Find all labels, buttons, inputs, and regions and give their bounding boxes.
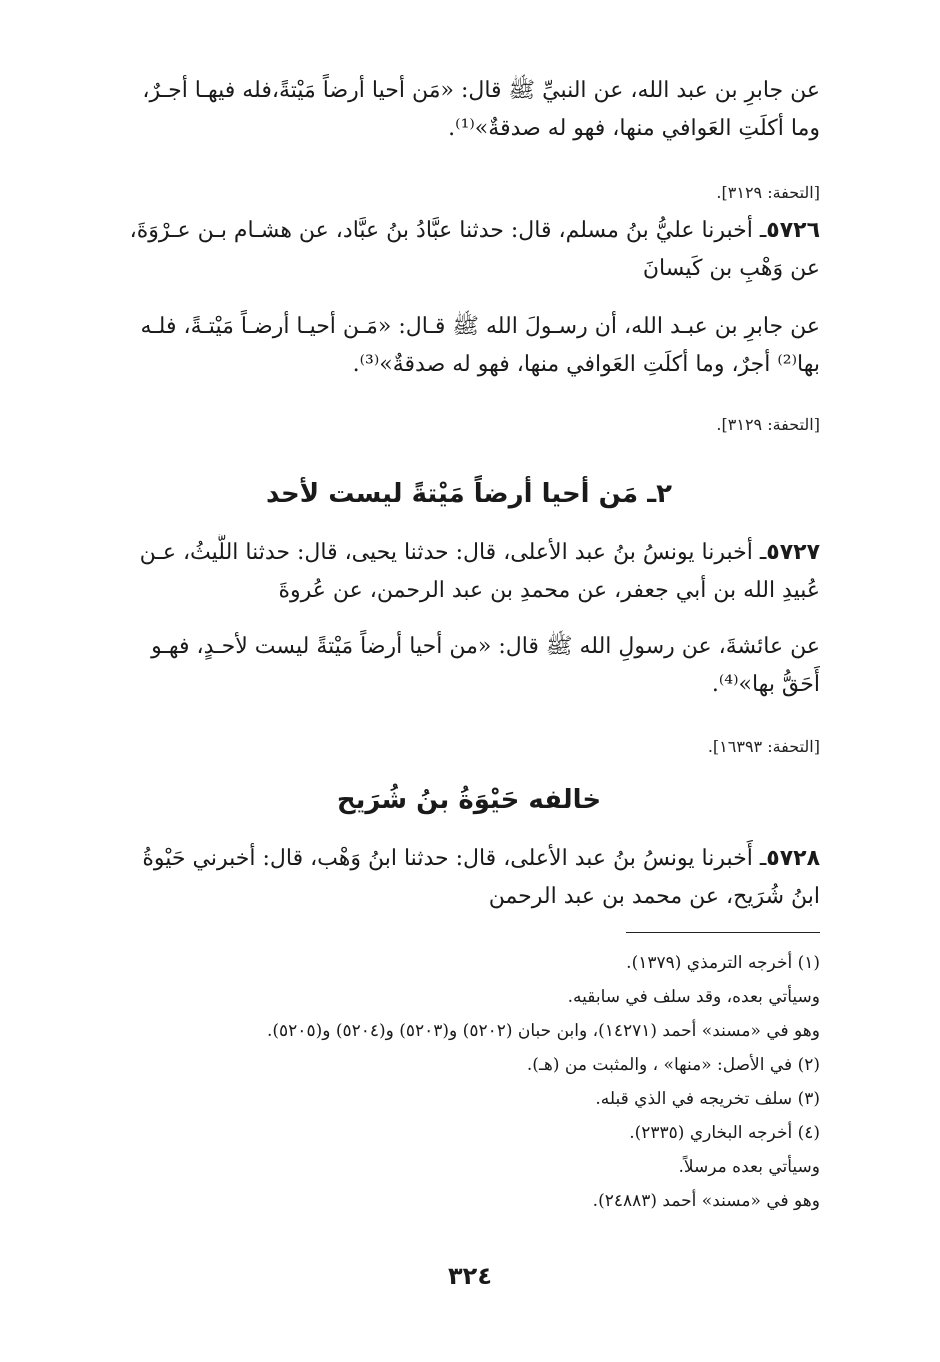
hadith-number: ٥٧٢٧: [766, 540, 820, 565]
hadith-number: ٥٧٢٨: [766, 846, 820, 871]
hadith-5727: [118, 534, 820, 610]
hadith-text-3: [118, 628, 820, 704]
footnote-line: (٣) سلف تخريجه في الذي قبله.: [595, 1089, 820, 1109]
footnote-line: وهو في «مسند» أحمد (٢٤٨٨٣).: [592, 1191, 820, 1211]
footnote-line: وسيأتي بعده مرسلاً.: [678, 1157, 820, 1177]
text-line: عن عائشةَ، عن رسولِ الله ﷺ قال: «من أحيا أرضاً مَيْتةً ليست لأحـدٍ، فهـو: [151, 634, 820, 659]
footnote-divider: [626, 932, 820, 933]
footnote-line: وسيأتي بعده، وقد سلف في سابقيه.: [567, 987, 820, 1007]
text-line: وما أكلَتِ العَوافي منها، فهو له صدقةٌ»⁽¹⁾.: [448, 116, 820, 141]
text-line: عُبيدِ الله بن أبي جعفر، عن محمدِ بن عبد الرحمن، عن عُروةَ: [278, 578, 820, 603]
hadith-text-2: [118, 308, 820, 384]
text-span: ـ أخبرنا يونسُ بنُ عبد الأعلى، قال: حدثنا يحيى، قال: حدثنا اللَّيثُ، عـن: [139, 540, 767, 565]
text-line: [118, 212, 820, 250]
text-line: عن وَهْبِ بن كَيسانَ: [642, 256, 820, 281]
text-line: عن جابرِ بن عبـد الله، أن رسـولَ الله ﷺ قـال: «مَـن أحيـا أرضـاً مَيْتـةً، فلـه: [140, 314, 820, 339]
footnote-line: وهو في «مسند» أحمد (١٤٢٧١)، وابن حبان (٥٢٠٢) و(٥٢٠٣) و(٥٢٠٤) و(٥٢٠٥).: [267, 1021, 820, 1041]
text-span: ـ أَخبرنا يونسُ بنُ عبد الأعلى، قال: حدثنا ابنُ وَهْب، قال: أخبرني حَيْوةُ: [142, 846, 767, 871]
text-line: عن جابرِ بن عبد الله، عن النبيِّ ﷺ قال: «مَن أحيا أرضاً مَيْتةً،فله فيهـا أجـرٌ،: [142, 78, 820, 103]
tuhfa-reference: [التحفة: ١٦٣٩٣].: [707, 737, 820, 756]
text-line: ابنُ شُرَيح، عن محمد بن عبد الرحمن: [488, 884, 820, 909]
footnote-line: (١) أخرجه الترمذي (١٣٧٩).: [626, 953, 820, 973]
section-heading: خالفه حَيْوَةُ بنُ شُرَيح: [336, 785, 602, 815]
tuhfa-reference: [التحفة: ٣١٢٩].: [716, 415, 820, 434]
footnotes: [118, 946, 820, 1218]
text-line: [118, 840, 820, 878]
tuhfa-reference: [التحفة: ٣١٢٩].: [716, 183, 820, 202]
page-number: ٣٢٤: [448, 1262, 492, 1290]
hadith-text-1: [118, 72, 820, 148]
hadith-5728: [118, 840, 820, 916]
text-line: بها⁽²⁾ أجرٌ، وما أكلَتِ العَوافي منها، فهو له صدقةٌ»⁽³⁾.: [352, 352, 820, 377]
text-line: [118, 534, 820, 572]
footnote-line: (٢) في الأصل: «منها» ، والمثبت من (هـ).: [526, 1055, 820, 1075]
hadith-5726: [118, 212, 820, 288]
text-line: أَحَقُّ بها»⁽⁴⁾.: [711, 672, 820, 697]
chapter-heading: ٢ـ مَن أحيا أرضاً مَيْتةً ليست لأحد: [266, 479, 672, 509]
text-span: ـ أخبرنا عليُّ بنُ مسلم، قال: حدثنا عبَّادُ بنُ عبَّاد، عن هشـام بـن عـرْوَةَ،: [129, 218, 767, 243]
hadith-number: ٥٧٢٦: [766, 218, 820, 243]
footnote-line: (٤) أخرجه البخاري (٢٣٣٥).: [629, 1123, 820, 1143]
